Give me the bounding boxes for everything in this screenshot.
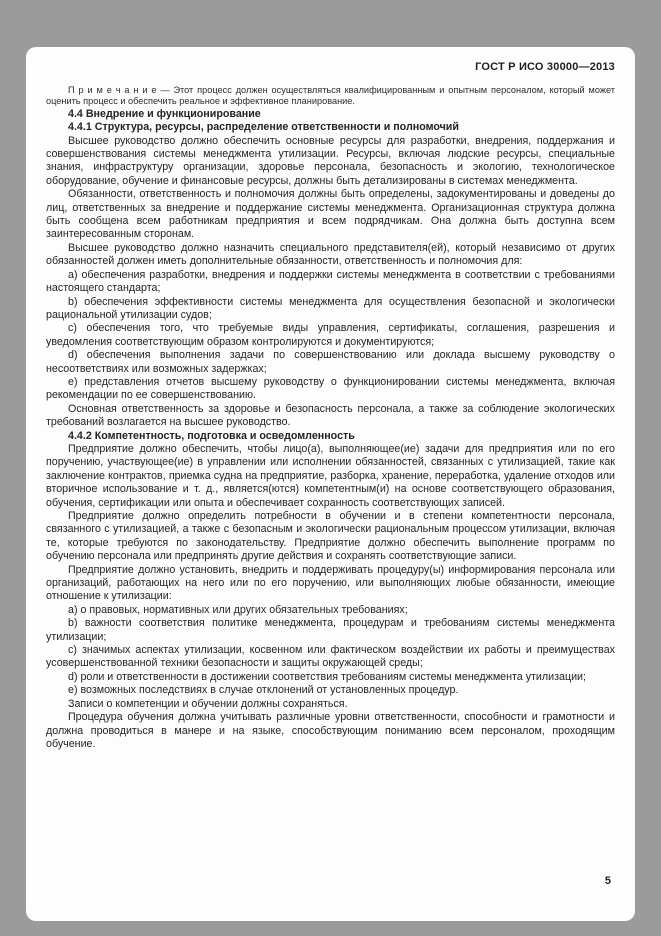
paragraph: Предприятие должно определить потребности в обучении и в степени компетентности персонала, связанного с утилизацией, а также с безопасным и экологически рациональным процессом утилизации, включая те, которые требуются по законодательству. Предприятие должно обеспечить выполнение программ по обучению персонала или предпринять другие действия и сохранять соответствующие записи.: [46, 510, 615, 563]
note-paragraph: П р и м е ч а н и е — Этот процесс должен осуществляться квалифицированным и опытным персоналом, который может оценить процесс и обеспечить реальное и эффективное планирование.: [46, 85, 615, 107]
list-item-b: b) обеспечения эффективности системы менеджмента для осуществления безопасной и экологически рациональной утилизации судов;: [46, 295, 615, 321]
section-heading-4-4: 4.4 Внедрение и функционирование: [68, 107, 261, 120]
paragraph: Процедура обучения должна учитывать различные уровни ответственности, способности и грамотности и должна проводиться в манере и на языке, способствующим пониманию всем персоналом, проходящим обучение.: [46, 711, 615, 750]
section-heading-4-4-1: 4.4.1 Структура, ресурсы, распределение ответственности и полномочий: [68, 121, 459, 134]
list-item-d: d) обеспечения выполнения задачи по совершенствованию или доклада высшему руководству о несоответствиях или возможных задержках;: [46, 349, 615, 375]
list-item-d: d) роли и ответственности в достижении соответствия требованиям системы менеджмента утилизации;: [68, 670, 586, 683]
document-page: [26, 47, 635, 921]
section-heading-4-4-2: 4.4.2 Компетентность, подготовка и осведомленность: [68, 429, 355, 442]
list-item-b: b) важности соответствия политике менеджмента, процедурам и требованиям системы менеджмента утилизации;: [46, 617, 615, 643]
paragraph: Записи о компетенции и обучении должны сохраняться.: [68, 697, 348, 710]
paragraph: Предприятие должно обеспечить, чтобы лицо(а), выполняющее(ие) задачи для предприятия или по его поручению, участвующее(ие) в управлении или исполнении обязанностей, связанных с утилизацией, такие как заключение контрактов, приемка судна на предприятие, разборка, хранение, переработка, удаление отходов или вторичное использование и т. д., является(ются) компетентным(и) на основе соответствующего образования, обучения, сертификации или опыта и обеспечивает сохранность соответствующих записей.: [46, 442, 615, 509]
paragraph: Обязанности, ответственность и полномочия должны быть определены, задокументированы и доведены до лиц, ответственных за внедрение и поддержание системы менеджмента. Организационная структура должна быть сообщена всем работникам предприятия и всем подрядчикам. Она должна быть доступна всем заинтересованным сторонам.: [46, 188, 615, 241]
list-item-c: c) значимых аспектах утилизации, косвенном или фактическом воздействии их работы и преимуществах усовершенствованной техники безопасности и защиты окружающей среды;: [46, 644, 615, 670]
paragraph: Предприятие должно установить, внедрить и поддерживать процедуру(ы) информирования персонала или организаций, работающих на него или по его поручению, или выполняющих любые обязанности, имеющие отношение к утилизации:: [46, 563, 615, 603]
list-item-e: e) возможных последствиях в случае отклонений от установленных процедур.: [68, 684, 459, 697]
paragraph: Основная ответственность за здоровье и безопасность персонала, а также за соблюдение экологических требований возлагается на высшее руководство.: [46, 402, 615, 429]
list-item-a: a) о правовых, нормативных или других обязательных требованиях;: [68, 603, 408, 616]
paragraph: Высшее руководство должно обеспечить основные ресурсы для разработки, внедрения, поддержания и совершенствования системы менеджмента утилизации. Ресурсы, включая людские ресурсы, специальные знания, инфраструктуру организации, здоровье персонала, безопасность и экологию, технологическое оборудование, обучение и финансовые ресурсы, должны быть детализированы в системах менеджмента.: [46, 134, 615, 187]
list-item-a: a) обеспечения разработки, внедрения и поддержки системы менеджмента в соответствии с требованиями настоящего стандарта;: [46, 268, 615, 295]
page-number: 5: [604, 875, 611, 887]
page-content: [46, 85, 615, 751]
list-item-e: e) представления отчетов высшему руководству о функционировании системы менеджмента, включая рекомендации по ее совершенствованию.: [46, 375, 615, 402]
list-item-c: c) обеспечения того, что требуемые виды управления, сертификаты, соглашения, разрешения и уведомления соответствующим образом контролируются и документируются;: [46, 322, 615, 348]
paragraph: Высшее руководство должно назначить специального представителя(ей), который независимо от других обязанностей должен иметь дополнительные обязанности, ответственность и полномочия для:: [46, 241, 615, 268]
standard-code-header: ГОСТ Р ИСО 30000—2013: [475, 61, 615, 73]
